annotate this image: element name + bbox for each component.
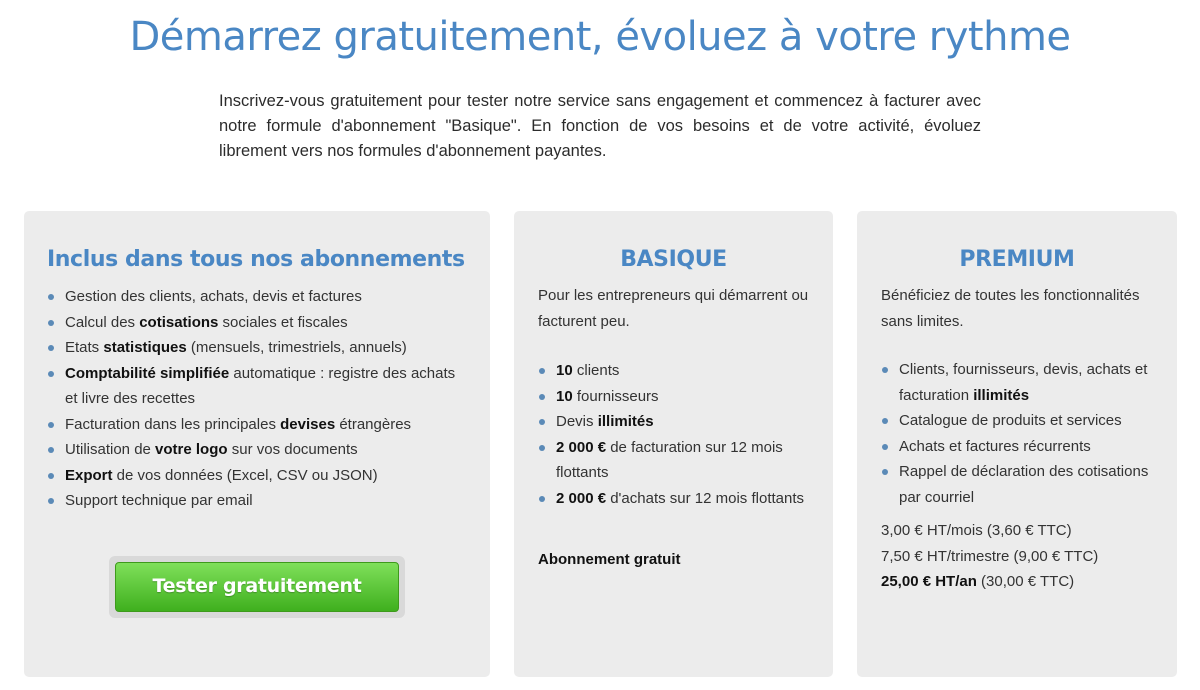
list-item: Comptabilité simplifiée automatique : registre des achats et livre des recettes (47, 361, 467, 412)
list-item: 10 clients (538, 358, 820, 384)
premium-plan-prices (881, 518, 1098, 595)
list-item: Gestion des clients, achats, devis et factures (47, 284, 467, 310)
list-item: Utilisation de votre logo sur vos documents (47, 437, 467, 463)
try-free-button[interactable]: Tester gratuitement (115, 562, 399, 612)
premium-plan-card (857, 211, 1177, 677)
basic-plan-description: Pour les entrepreneurs qui démarrent ou facturent peu. (538, 287, 809, 330)
page-title: Démarrez gratuitement, évoluez à votre rythme (129, 14, 1071, 60)
premium-plan-list (881, 357, 1169, 510)
price-monthly: 3,00 € HT/mois (3,60 € TTC) (881, 522, 1072, 539)
basic-plan-list (538, 358, 820, 511)
premium-plan-heading: PREMIUM (959, 247, 1075, 272)
intro-paragraph: Inscrivez-vous gratuitement pour tester notre service sans engagement et commencez à facturer avec notre formule d'abonnement "Basique". En fonction de vos besoins et de votre activité, évoluez librement vers nos formules d'abonnement payantes. (219, 92, 981, 160)
list-item: Clients, fournisseurs, devis, achats et facturation illimités (881, 357, 1169, 408)
list-item: Support technique par email (47, 488, 467, 514)
cta-frame (109, 556, 405, 618)
list-item: Etats statistiques (mensuels, trimestriels, annuels) (47, 335, 467, 361)
features-card (24, 211, 490, 677)
basic-plan-price: Abonnement gratuit (538, 551, 681, 568)
features-list (47, 284, 467, 514)
features-heading: Inclus dans tous nos abonnements (47, 247, 465, 272)
price-yearly: 25,00 € HT/an (30,00 € TTC) (881, 573, 1075, 590)
premium-plan-description: Bénéficiez de toutes les fonctionnalités sans limites. (881, 287, 1140, 330)
price-quarterly: 7,50 € HT/trimestre (9,00 € TTC) (881, 547, 1099, 565)
list-item: Export de vos données (Excel, CSV ou JSON) (47, 463, 467, 489)
list-item: Catalogue de produits et services (881, 408, 1169, 434)
list-item: Rappel de déclaration des cotisations par courriel (881, 459, 1169, 510)
list-item: Devis illimités (538, 409, 820, 435)
list-item: Achats et factures récurrents (881, 434, 1169, 460)
basic-plan-heading: BASIQUE (620, 247, 727, 272)
list-item: Calcul des cotisations sociales et fiscales (47, 310, 467, 336)
list-item: 2 000 € d'achats sur 12 mois flottants (538, 486, 820, 512)
basic-plan-card (514, 211, 833, 677)
list-item: Facturation dans les principales devises étrangères (47, 412, 467, 438)
list-item: 10 fournisseurs (538, 384, 820, 410)
list-item: 2 000 € de facturation sur 12 mois flottants (538, 435, 820, 486)
